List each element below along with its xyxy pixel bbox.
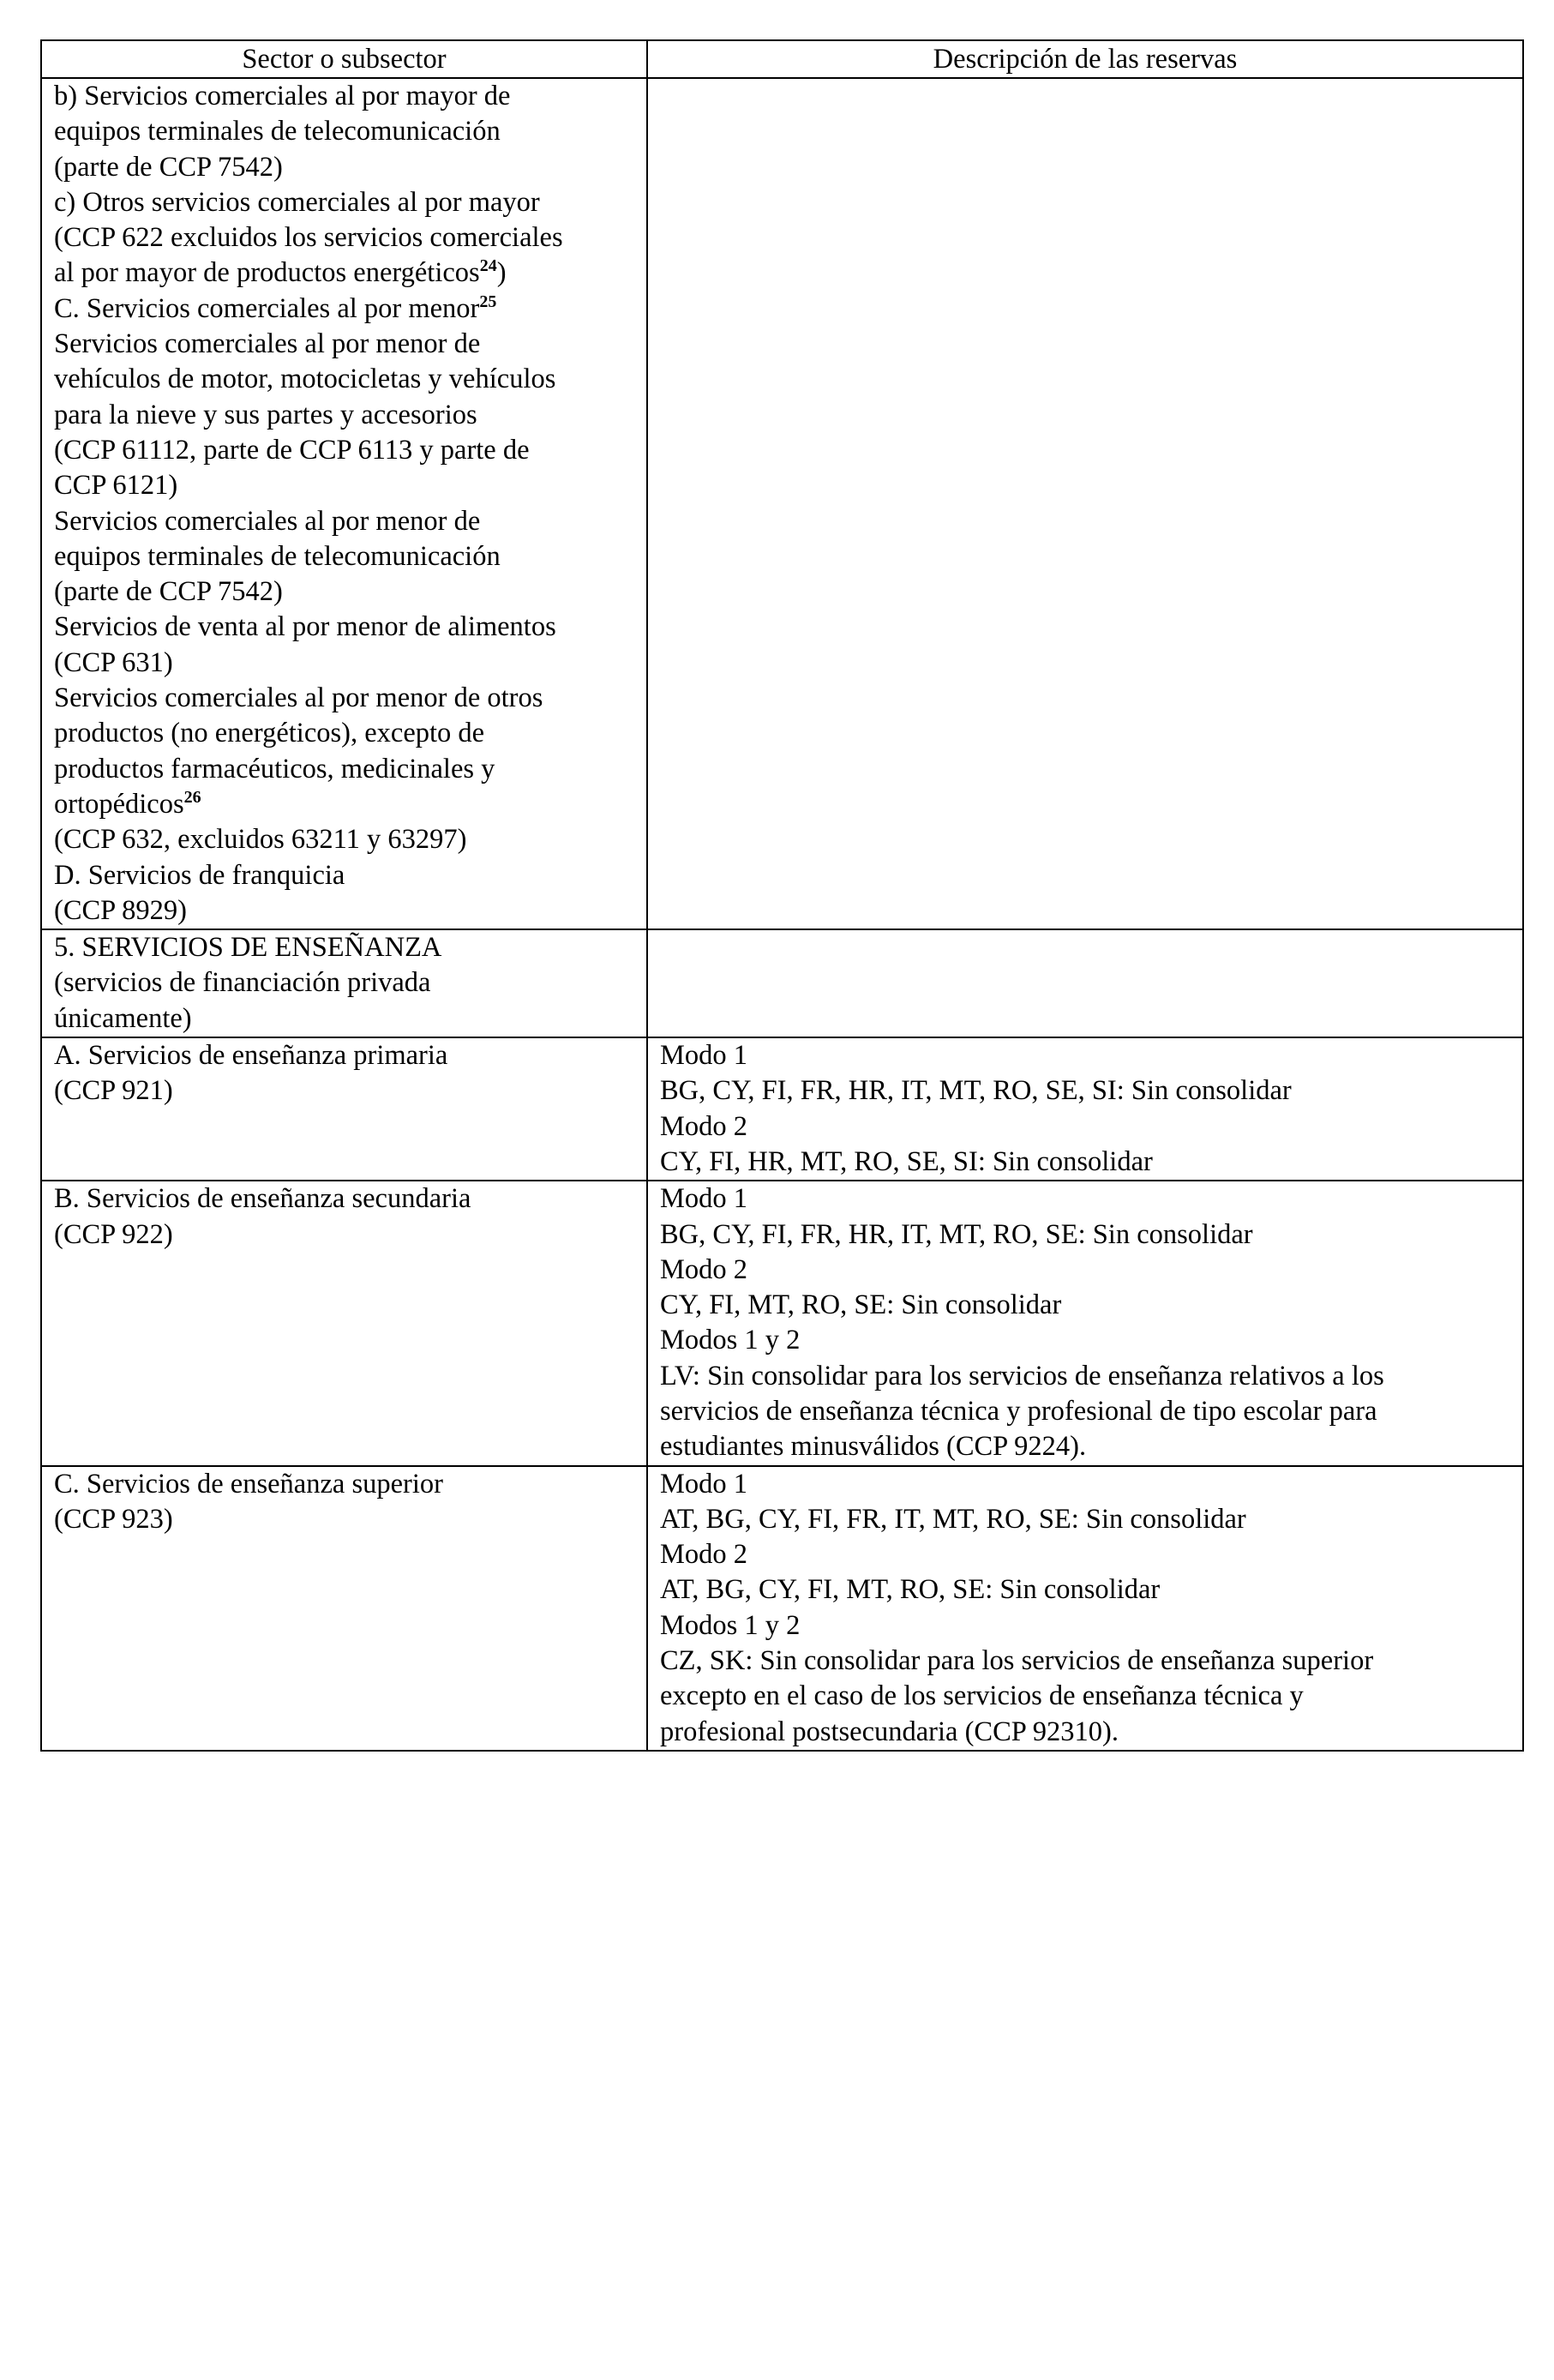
text-fragment: al por mayor de productos energéticos <box>54 257 480 289</box>
text-line: vehículos de motor, motocicletas y vehículos <box>54 364 556 395</box>
text-line: c) Otros servicios comerciales al por mayor <box>54 186 540 218</box>
text-line: 5. SERVICIOS DE ENSEÑANZA <box>54 932 442 964</box>
text-line-with-footnote <box>54 255 634 291</box>
text-line: productos farmacéuticos, medicinales y <box>54 753 495 784</box>
table-header-row <box>41 40 1523 78</box>
sector-cell <box>41 1466 647 1751</box>
text-line: Modos 1 y 2 <box>660 1609 801 1641</box>
footnote-ref-26[interactable]: 26 <box>183 787 201 807</box>
text-line: (CCP 921) <box>54 1075 173 1107</box>
text-line: LV: Sin consolidar para los servicios de enseñanza relativos a los <box>660 1360 1384 1391</box>
text-line: Servicios de venta al por menor de alimentos <box>54 611 556 643</box>
table-row <box>41 78 1523 929</box>
header-sector: Sector o subsector <box>41 40 647 78</box>
text-line: AT, BG, CY, FI, MT, RO, SE: Sin consolidar <box>660 1574 1161 1606</box>
text-line: Modo 1 <box>660 1183 748 1215</box>
text-line: D. Servicios de franquicia <box>54 859 345 891</box>
text-line-with-footnote <box>54 787 634 822</box>
text-line: A. Servicios de enseñanza primaria <box>54 1040 448 1072</box>
text-line: Servicios comerciales al por menor de <box>54 328 481 360</box>
text-line: Servicios comerciales al por menor de <box>54 505 481 537</box>
text-line: únicamente) <box>54 1002 192 1034</box>
footnote-ref-25[interactable]: 25 <box>479 291 497 311</box>
table-row <box>41 1181 1523 1465</box>
text-line: para la nieve y sus partes y accesorios <box>54 399 477 430</box>
table-row <box>41 1037 1523 1181</box>
description-cell <box>647 1037 1523 1181</box>
text-line: (CCP 622 excluidos los servicios comerciales <box>54 222 563 254</box>
text-line: (CCP 922) <box>54 1218 173 1250</box>
text-line: b) Servicios comerciales al por mayor de <box>54 81 511 111</box>
sector-cell <box>41 1037 647 1181</box>
text-line: BG, CY, FI, FR, HR, IT, MT, RO, SE: Sin consolidar <box>660 1218 1253 1250</box>
text-line: (CCP 8929) <box>54 894 187 926</box>
text-line: Modo 2 <box>660 1110 748 1142</box>
description-cell <box>647 1181 1523 1465</box>
text-line: equipos terminales de telecomunicación <box>54 540 501 572</box>
text-line: C. Servicios de enseñanza superior <box>54 1468 443 1500</box>
description-cell <box>647 78 1523 929</box>
text-line: estudiantes minusválidos (CCP 9224). <box>660 1431 1087 1463</box>
text-line: (servicios de financiación privada <box>54 967 431 999</box>
text-line: Modos 1 y 2 <box>660 1325 801 1356</box>
text-line: Modo 1 <box>660 1468 748 1500</box>
text-line: Servicios comerciales al por menor de otros <box>54 682 543 714</box>
text-line: (CCP 61112, parte de CCP 6113 y parte de <box>54 434 530 466</box>
text-line: BG, CY, FI, FR, HR, IT, MT, RO, SE, SI: Sin consolidar <box>660 1075 1292 1107</box>
text-line: CY, FI, HR, MT, RO, SE, SI: Sin consolidar <box>660 1145 1153 1177</box>
text-line: servicios de enseñanza técnica y profesional de tipo escolar para <box>660 1395 1377 1427</box>
header-description: Descripción de las reservas <box>647 40 1523 78</box>
text-line: excepto en el caso de los servicios de enseñanza técnica y <box>660 1680 1304 1712</box>
sector-cell <box>41 1181 647 1465</box>
text-line: CZ, SK: Sin consolidar para los servicios de enseñanza superior <box>660 1645 1374 1677</box>
table-row <box>41 929 1523 1037</box>
text-line-with-footnote <box>54 291 634 327</box>
sector-cell <box>41 78 647 929</box>
sector-cell <box>41 929 647 1037</box>
footnote-ref-24[interactable]: 24 <box>479 256 497 276</box>
text-line: (CCP 923) <box>54 1503 173 1535</box>
text-line: Modo 1 <box>660 1040 748 1072</box>
text-line: (parte de CCP 7542) <box>54 576 283 608</box>
text-line: Modo 2 <box>660 1253 748 1285</box>
text-fragment: C. Servicios comerciales al por menor <box>54 292 480 324</box>
table-row <box>41 1466 1523 1751</box>
description-cell <box>647 1466 1523 1751</box>
text-line: AT, BG, CY, FI, FR, IT, MT, RO, SE: Sin consolidar <box>660 1503 1246 1535</box>
text-line: equipos terminales de telecomunicación <box>54 116 501 147</box>
text-line: (parte de CCP 7542) <box>54 151 283 183</box>
text-fragment: ortopédicos <box>54 788 184 820</box>
description-cell <box>647 929 1523 1037</box>
text-line: CCP 6121) <box>54 470 178 502</box>
text-line: (CCP 632, excluidos 63211 y 63297) <box>54 824 467 856</box>
closing-parenthesis: ) <box>496 257 507 289</box>
text-line: (CCP 631) <box>54 646 173 678</box>
reservations-table <box>40 39 1524 1752</box>
text-line: B. Servicios de enseñanza secundaria <box>54 1183 471 1215</box>
text-line: CY, FI, MT, RO, SE: Sin consolidar <box>660 1289 1062 1321</box>
text-line: profesional postsecundaria (CCP 92310). <box>660 1716 1119 1747</box>
text-line: Modo 2 <box>660 1539 748 1571</box>
text-line: productos (no energéticos), excepto de <box>54 718 485 749</box>
